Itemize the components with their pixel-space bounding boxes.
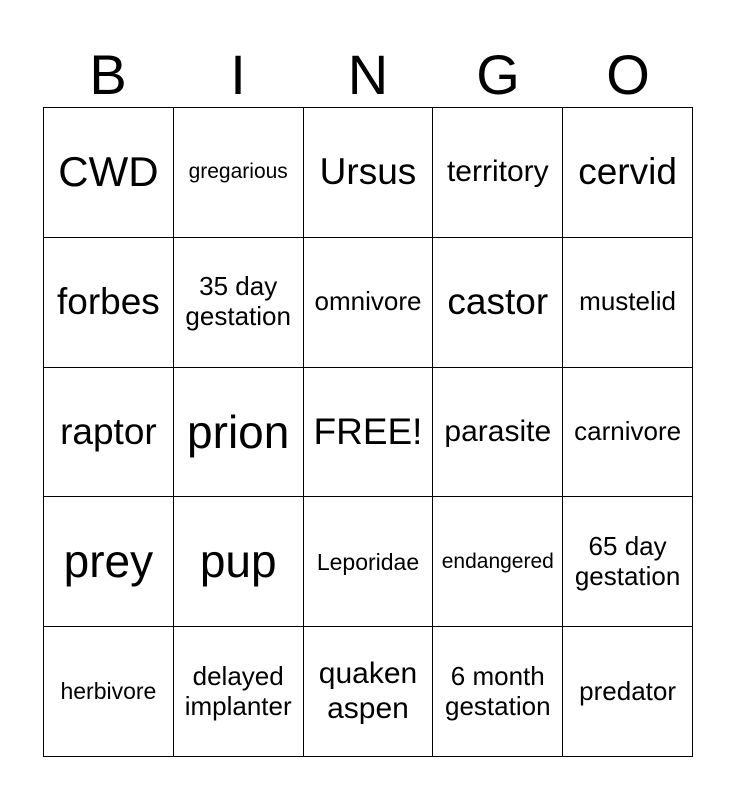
bingo-cell[interactable] [44,108,174,238]
cell-label: 65 day gestation [574,530,681,591]
bingo-cell[interactable] [433,497,563,627]
bingo-cell[interactable] [174,497,304,627]
header-letter-i: I [230,43,246,106]
cell-label: predator [579,675,677,706]
cell-label: omnivore [314,286,422,317]
bingo-cell[interactable] [44,497,174,627]
header-letter-b: B [89,43,127,106]
cell-label: delayed implanter [184,660,292,721]
cell-label: forbes [56,280,160,322]
bingo-cell[interactable] [44,627,174,757]
free-space-cell[interactable] [304,368,434,498]
cell-label: herbivore [60,678,157,705]
bingo-cell[interactable] [174,368,304,498]
cell-label: quaken aspen [318,657,418,725]
bingo-cell[interactable] [563,368,693,498]
bingo-header [43,44,693,106]
cell-label: prey [63,535,154,588]
bingo-cell[interactable] [433,108,563,238]
bingo-cell[interactable] [44,238,174,368]
cell-label: cervid [578,151,677,193]
cell-label: endangered [441,549,554,573]
cell-label: 35 day gestation [185,271,291,332]
bingo-cell[interactable] [304,627,434,757]
cell-label: 6 month gestation [445,660,551,721]
free-space-label: FREE! [313,410,423,452]
bingo-cell[interactable] [563,238,693,368]
cell-label: parasite [444,414,552,448]
bingo-cell[interactable] [174,108,304,238]
cell-label: territory [446,155,549,189]
bingo-cell[interactable] [563,108,693,238]
bingo-cell[interactable] [174,238,304,368]
cell-label: castor [447,280,549,322]
cell-label: prion [187,405,290,458]
header-letter-g: G [476,43,520,106]
header-letter-n: N [347,43,389,106]
bingo-cell[interactable] [563,627,693,757]
cell-label: gregarious [188,160,288,184]
header-letter-o: O [606,43,650,106]
bingo-cell[interactable] [563,497,693,627]
bingo-cell[interactable] [304,497,434,627]
cell-label: Ursus [319,151,417,193]
cell-label: pup [199,535,277,588]
cell-label: carnivore [574,416,682,447]
cell-label: mustelid [579,286,676,317]
bingo-cell[interactable] [174,627,304,757]
bingo-cell[interactable] [304,238,434,368]
bingo-cell[interactable] [304,108,434,238]
bingo-board [43,107,693,757]
cell-label: Leporidae [316,548,420,575]
cell-label: CWD [58,148,159,196]
bingo-cell[interactable] [433,627,563,757]
bingo-cell[interactable] [433,368,563,498]
bingo-cell[interactable] [44,368,174,498]
bingo-cell[interactable] [433,238,563,368]
cell-label: raptor [60,410,157,452]
